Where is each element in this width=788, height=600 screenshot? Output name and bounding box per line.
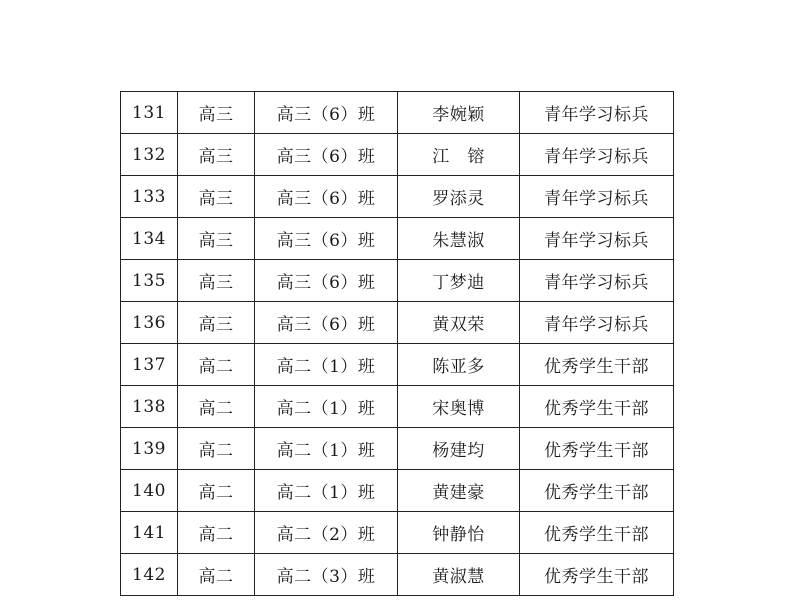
student-name: 朱慧淑 <box>398 218 520 260</box>
award-title: 青年学习标兵 <box>520 302 674 344</box>
grade-cell: 高二 <box>178 554 255 596</box>
award-title: 青年学习标兵 <box>520 176 674 218</box>
student-name: 黄双荣 <box>398 302 520 344</box>
class-cell: 高三（6）班 <box>255 134 398 176</box>
table-row <box>121 218 674 260</box>
class-cell: 高三（6）班 <box>255 302 398 344</box>
class-cell: 高二（1）班 <box>255 428 398 470</box>
grade-cell: 高二 <box>178 470 255 512</box>
class-cell: 高三（6）班 <box>255 260 398 302</box>
award-title: 优秀学生干部 <box>520 512 674 554</box>
award-roster-table <box>120 91 674 596</box>
award-title: 青年学习标兵 <box>520 92 674 134</box>
class-cell: 高三（6）班 <box>255 218 398 260</box>
row-number: 140 <box>121 470 178 512</box>
table-row <box>121 470 674 512</box>
award-title: 青年学习标兵 <box>520 134 674 176</box>
row-number: 137 <box>121 344 178 386</box>
grade-cell: 高三 <box>178 302 255 344</box>
student-name: 黄建豪 <box>398 470 520 512</box>
award-title: 优秀学生干部 <box>520 344 674 386</box>
table-row <box>121 260 674 302</box>
table-row <box>121 176 674 218</box>
row-number: 139 <box>121 428 178 470</box>
class-cell: 高二（1）班 <box>255 386 398 428</box>
grade-cell: 高三 <box>178 134 255 176</box>
student-name: 黄淑慧 <box>398 554 520 596</box>
table-row <box>121 92 674 134</box>
class-cell: 高三（6）班 <box>255 92 398 134</box>
award-roster-body <box>121 92 674 596</box>
student-name: 杨建均 <box>398 428 520 470</box>
grade-cell: 高二 <box>178 386 255 428</box>
table-row <box>121 428 674 470</box>
award-title: 优秀学生干部 <box>520 428 674 470</box>
row-number: 136 <box>121 302 178 344</box>
table-row <box>121 554 674 596</box>
grade-cell: 高三 <box>178 218 255 260</box>
row-number: 135 <box>121 260 178 302</box>
grade-cell: 高二 <box>178 428 255 470</box>
grade-cell: 高三 <box>178 176 255 218</box>
row-number: 131 <box>121 92 178 134</box>
table-row <box>121 134 674 176</box>
row-number: 134 <box>121 218 178 260</box>
table-row <box>121 302 674 344</box>
class-cell: 高二（2）班 <box>255 512 398 554</box>
row-number: 133 <box>121 176 178 218</box>
student-name: 罗添灵 <box>398 176 520 218</box>
class-cell: 高二（1）班 <box>255 344 398 386</box>
student-name: 陈亚多 <box>398 344 520 386</box>
student-name: 李婉颖 <box>398 92 520 134</box>
award-title: 青年学习标兵 <box>520 260 674 302</box>
student-name: 钟静怡 <box>398 512 520 554</box>
student-name: 丁梦迪 <box>398 260 520 302</box>
award-title: 青年学习标兵 <box>520 218 674 260</box>
class-cell: 高二（3）班 <box>255 554 398 596</box>
table-row <box>121 512 674 554</box>
student-name: 江 镕 <box>398 134 520 176</box>
table-row <box>121 386 674 428</box>
grade-cell: 高三 <box>178 260 255 302</box>
row-number: 132 <box>121 134 178 176</box>
row-number: 141 <box>121 512 178 554</box>
class-cell: 高三（6）班 <box>255 176 398 218</box>
award-title: 优秀学生干部 <box>520 386 674 428</box>
grade-cell: 高三 <box>178 92 255 134</box>
grade-cell: 高二 <box>178 512 255 554</box>
document-page <box>120 91 668 596</box>
row-number: 138 <box>121 386 178 428</box>
award-title: 优秀学生干部 <box>520 470 674 512</box>
row-number: 142 <box>121 554 178 596</box>
class-cell: 高二（1）班 <box>255 470 398 512</box>
table-row <box>121 344 674 386</box>
student-name: 宋奥博 <box>398 386 520 428</box>
grade-cell: 高二 <box>178 344 255 386</box>
award-title: 优秀学生干部 <box>520 554 674 596</box>
